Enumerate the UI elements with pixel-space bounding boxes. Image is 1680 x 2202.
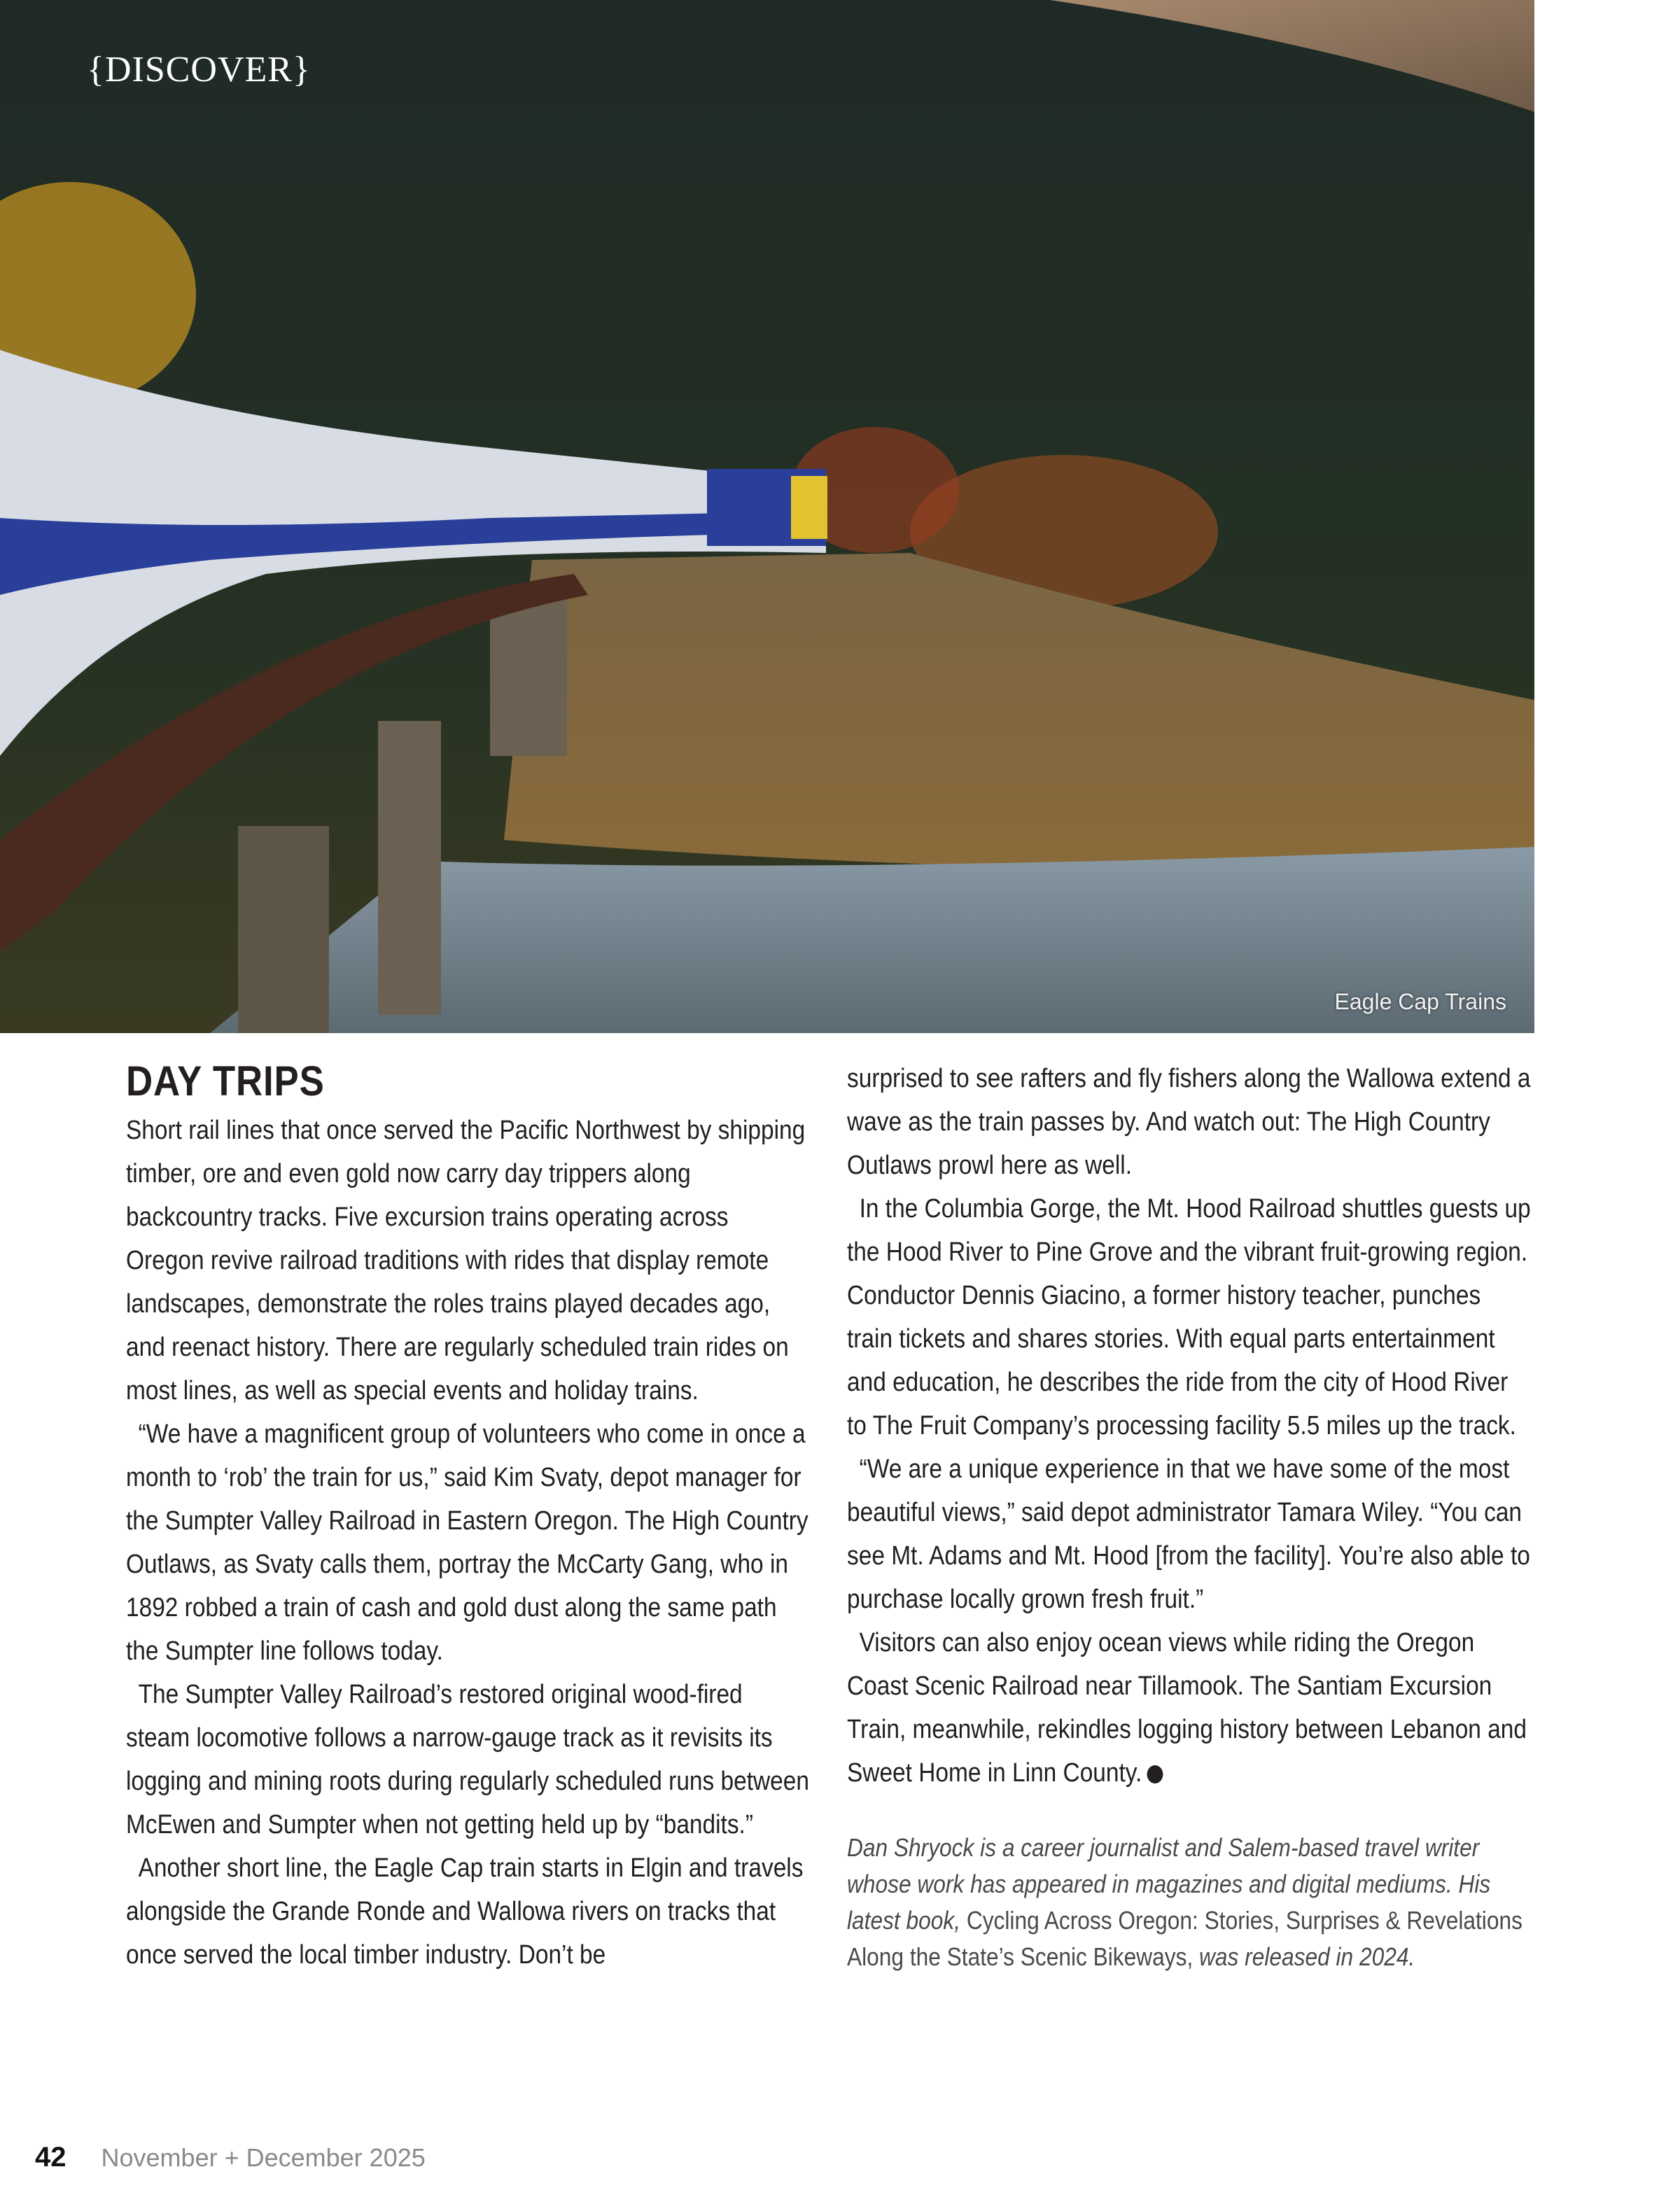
page-footer <box>35 2142 426 2173</box>
article-column-right <box>847 1057 1531 1975</box>
author-bio <box>847 1830 1531 1975</box>
article-title: DAY TRIPS <box>126 1058 325 1104</box>
end-mark-icon <box>1147 1765 1163 1783</box>
body-paragraph: “We are a unique experience in that we have some of the most beautiful views,” said depot administrator Tamara Wiley. “You can see Mt. Adams and Mt. Hood [from the facility]. You’re also able to purchase locally grown fresh fruit.” <box>847 1454 1530 1614</box>
hero-photo-train-bridge <box>0 0 1534 1033</box>
body-paragraph-final <box>847 1621 1531 1795</box>
bio-book-title: Cycling Across Oregon: Stories, Surprises & Revelations Along the State’s Scenic Bikeways, <box>847 1906 1522 1971</box>
body-paragraph: In the Columbia Gorge, the Mt. Hood Railroad shuttles guests up the Hood River to Pine Grove and the vibrant fruit-growing region. Conductor Dennis Giacino, a former history teacher, punches train tickets and shares stories. With equal parts entertainment and education, he describes the ride from the city of Hood River to The Fruit Company’s processing facility 5.5 miles up the track. <box>847 1194 1531 1440</box>
photo-credit: Eagle Cap Trains <box>1334 989 1506 1014</box>
body-paragraph: Short rail lines that once served the Pacific Northwest by shipping timber, ore and even gold now carry day trippers along backcountry tracks. Five excursion trains operating across Oregon revive railroad traditions with rides that display remote landscapes, demonstrate the roles trains played decades ago, and reenact history. There are regularly scheduled train rides on most lines, as well as special events and holiday trains. <box>126 1116 806 1405</box>
page-number: 42 <box>35 2142 66 2173</box>
bio-tail: was released in 2024. <box>1193 1942 1415 1971</box>
body-paragraph: surprised to see rafters and fly fishers along the Wallowa extend a wave as the train passes by. And watch out: The High Country Outlaws prowl here as well. <box>847 1064 1531 1180</box>
bio-lead: Dan Shryock is a career journalist and Salem-based travel writer whose work has appeared in magazines and digital mediums. His latest book, <box>847 1833 1491 1935</box>
body-paragraph: The Sumpter Valley Railroad’s restored original wood-fired steam locomotive follows a narrow-gauge track as it revisits its logging and mining roots during regularly scheduled runs between McEwen and Sumpter when not getting held up by “bandits.” <box>126 1680 809 1839</box>
train-on-bridge-image <box>0 0 1534 1033</box>
body-paragraph: “We have a magnificent group of volunteers who come in once a month to ‘rob’ the train for us,” said Kim Svaty, depot manager for the Sumpter Valley Railroad in Eastern Oregon. The High Country Outlaws, as Svaty calls them, portray the McCarty Gang, who in 1892 robbed a train of cash and gold dust along the same path the Sumpter line follows today. <box>126 1419 808 1666</box>
section-tag: {DISCOVER} <box>87 50 311 90</box>
article-column-left <box>126 1057 810 1977</box>
body-paragraph: Another short line, the Eagle Cap train starts in Elgin and travels alongside the Grande Ronde and Wallowa rivers on tracks that once served the local timber industry. Don’t be <box>126 1853 804 1970</box>
body-text: Visitors can also enjoy ocean views while riding the Oregon Coast Scenic Railroad near Tillamook. The Santiam Excursion Train, meanwhile, rekindles logging history between Lebanon and Sweet Home in Linn County. <box>847 1628 1527 1788</box>
issue-date: November + December 2025 <box>101 2143 426 2172</box>
